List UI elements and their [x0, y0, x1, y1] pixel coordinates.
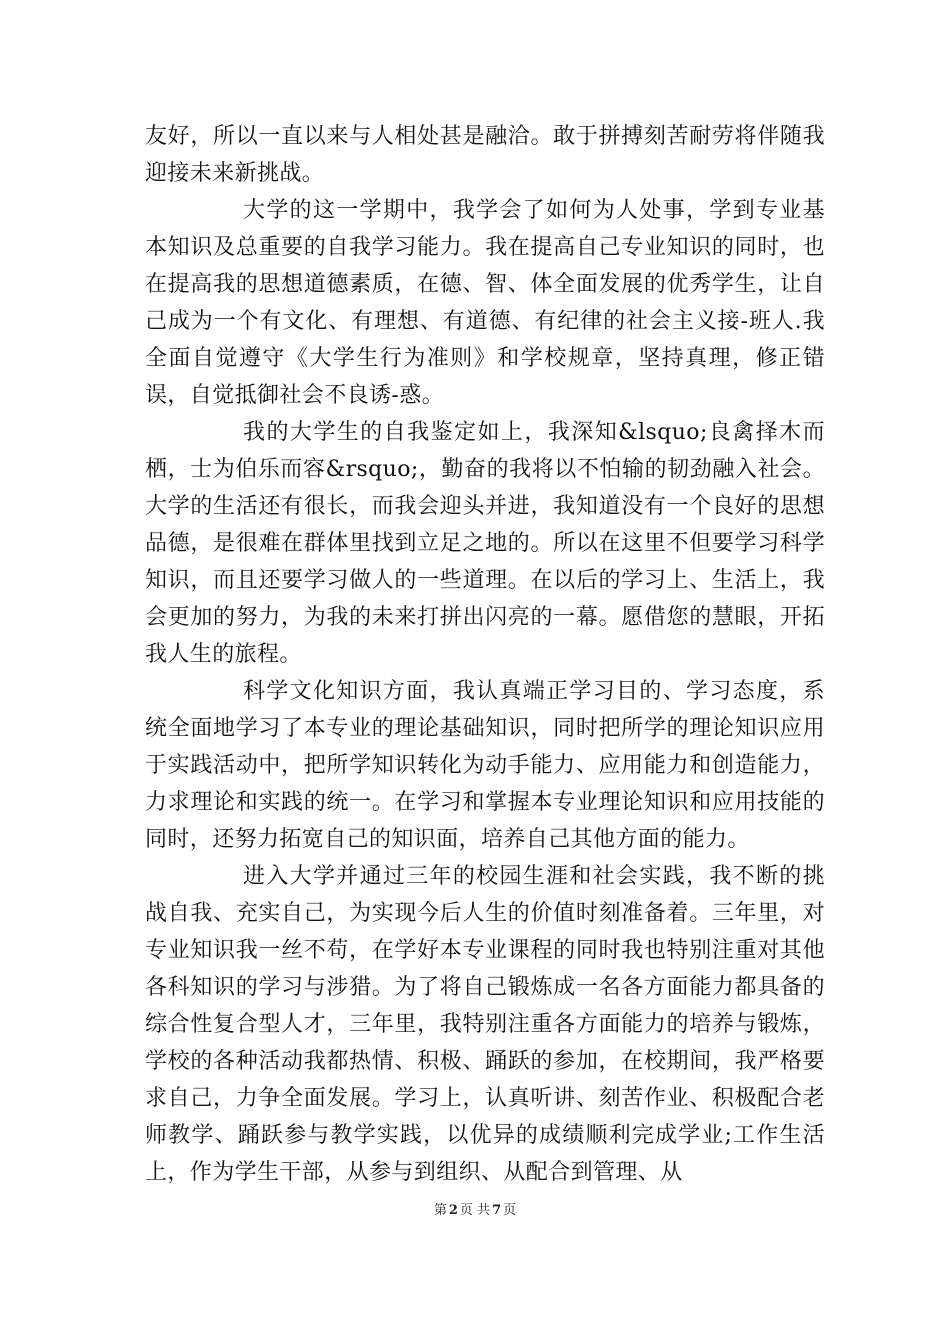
paragraph-5: 进入大学并通过三年的校园生涯和社会实践，我不断的挑战自我、充实自己，为实现今后人生的价值时刻准备着。三年里，对专业知识我一丝不苟，在学好本专业课程的同时我也特别注重对其他各科知识的学习与涉猎。为了将自己锻炼成一名各方面能力都具备的综合性复合型人才，三年里，我特别注重各方面能力的培养与锻炼，学校的各种活动我都热情、积极、踊跃的参加，在校期间，我严格要求自己，力争全面发展。学习上，认真听讲、刻苦作业、积极配合老师教学、踊跃参与教学实践，以优异的成绩顺利完成学业;工作生活上，作为学生干部，从参与到组织、从配合到管理、从 [145, 864, 825, 1185]
paragraph-2: 大学的这一学期中，我学会了如何为人处事，学到专业基本知识及总重要的自我学习能力。我在提高自己专业知识的同时，也在提高我的思想道德素质，在德、智、体全面发展的优秀学生，让自己成为一个有文化、有理想、有道德、有纪律的社会主义接-班人.我全面自觉遵守《大学生行为准则》和学校规章，坚持真理，修正错误，自觉抵御社会不良诱-惑。 [145, 198, 825, 408]
current-page-number: 2 [448, 1203, 458, 1218]
paragraph-4: 科学文化知识方面，我认真端正学习目的、学习态度，系统全面地学习了本专业的理论基础知识，同时把所学的理论知识应用于实践活动中，把所学知识转化为动手能力、应用能力和创造能力，力求理论和实践的统一。在学习和掌握本专业理论知识和应用技能的同时，还努力拓宽自己的知识面，培养自己其他方面的能力。 [145, 679, 825, 852]
footer-prefix: 第 [433, 1203, 447, 1218]
paragraph-1: 友好，所以一直以来与人相处甚是融洽。敢于拼搏刻苦耐劳将伴随我迎接未来新挑战。 [145, 124, 825, 186]
paragraph-3: 我的大学生的自我鉴定如上，我深知&lsquo;良禽择木而栖，士为伯乐而容&rsquo;，勤奋的我将以不怕输的韧劲融入社会。大学的生活还有很长，而我会迎头并进，我知道没有一个良好的思想品德，是很难在群体里找到立足之地的。所以在这里不但要学习科学知识，而且还要学习做人的一些道理。在以后的学习上、生活上，我会更加的努力，为我的未来打拼出闪亮的一幕。愿借您的慧眼，开拓我人生的旅程。 [145, 420, 825, 667]
page-footer [0, 1202, 950, 1220]
body-text [145, 118, 825, 1191]
footer-middle: 页 共 [459, 1203, 491, 1218]
total-page-number: 7 [492, 1203, 502, 1218]
footer-suffix: 页 [503, 1203, 517, 1218]
